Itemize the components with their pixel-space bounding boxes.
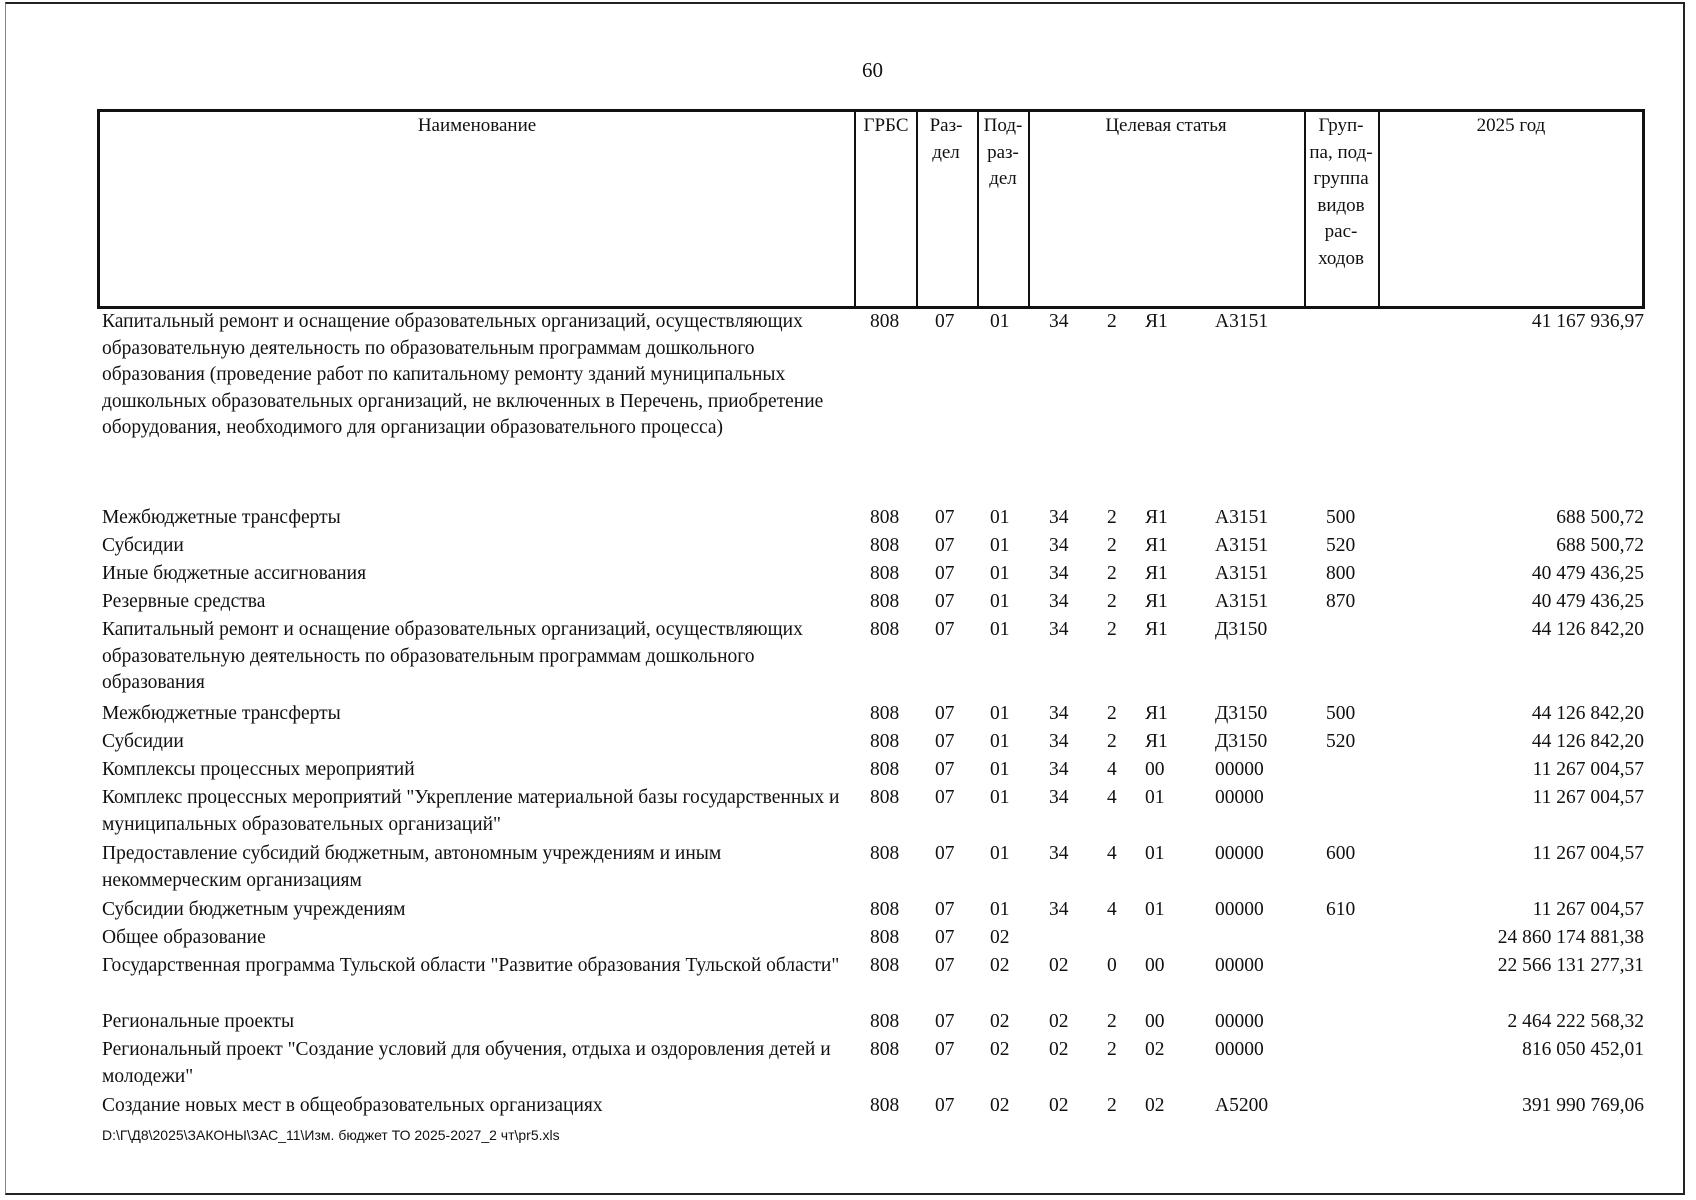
row-target-1: 02 [1049,1039,1069,1060]
row-target-2: 0 [1107,955,1117,976]
row-name: Субсидии [102,535,184,556]
row-group: 600 [1326,843,1356,864]
row-podrazdel: 02 [990,1095,1010,1116]
row-target-4: Д3150 [1215,703,1268,724]
row-target-2: 2 [1107,563,1117,584]
row-sum: 688 500,72 [1556,507,1644,528]
row-target-3: Я1 [1145,731,1168,752]
row-name: Создание новых мест в общеобразовательных организациях [102,1095,603,1116]
row-razdel: 07 [935,563,955,584]
header-divider [977,109,979,309]
row-podrazdel: 01 [990,563,1010,584]
row-sum: 22 566 131 277,31 [1497,955,1644,976]
row-target-2: 2 [1107,591,1117,612]
row-sum: 11 267 004,57 [1532,843,1644,864]
header-razdel: Раз- дел [929,115,963,163]
row-target-3: 00 [1145,1011,1165,1032]
row-razdel: 07 [935,591,955,612]
row-grbs: 808 [870,927,900,948]
row-razdel: 07 [935,1011,955,1032]
row-sum: 44 126 842,20 [1531,731,1644,752]
row-target-4: А3151 [1215,591,1269,612]
row-target-1: 02 [1049,1011,1069,1032]
row-target-1: 34 [1049,843,1069,864]
row-target-2: 2 [1107,703,1117,724]
row-target-1: 34 [1049,507,1069,528]
footer-file-path: D:\Г\Д8\2025\ЗАКОНЫ\ЗАС_11\Изм. бюджет ТО 2025-2027_2 чт\pr5.xls [102,1127,560,1143]
row-name: Региональный проект "Создание условий для обучения, отдыха и оздоровления детей и молодежи" [102,1039,831,1087]
row-target-4: А3151 [1215,311,1269,332]
row-target-2: 2 [1107,1011,1117,1032]
row-razdel: 07 [935,1039,955,1060]
row-sum: 40 479 436,25 [1531,563,1644,584]
row-target-2: 2 [1107,619,1117,640]
row-grbs: 808 [870,507,900,528]
row-group: 500 [1326,703,1356,724]
row-grbs: 808 [870,843,900,864]
header-tselevaya-statya: Целевая статья [1105,115,1227,136]
row-sum: 391 990 769,06 [1522,1095,1644,1116]
row-target-1: 34 [1049,787,1069,808]
row-target-4: А3151 [1215,507,1269,528]
row-grbs: 808 [870,955,900,976]
row-podrazdel: 01 [990,843,1010,864]
row-target-2: 4 [1107,787,1117,808]
row-target-4: 00000 [1215,787,1264,808]
row-target-1: 34 [1049,899,1069,920]
row-target-2: 2 [1107,731,1117,752]
row-podrazdel: 02 [990,1011,1010,1032]
page-number: 60 [862,58,883,82]
row-target-1: 34 [1049,535,1069,556]
row-grbs: 808 [870,1095,900,1116]
row-podrazdel: 01 [990,899,1010,920]
row-grbs: 808 [870,787,900,808]
row-razdel: 07 [935,927,955,948]
row-sum: 44 126 842,20 [1531,619,1644,640]
row-target-4: Д3150 [1215,619,1268,640]
row-razdel: 07 [935,507,955,528]
row-name: Капитальный ремонт и оснащение образовательных организаций, осуществляющих образовательную деятельность по образовательным программам дошкольного образования (проведение работ по капитальному ремонту зданий муниципальных дошкольных образовательных организаций, не включенных в Перечень, приобретение оборудования, необходимого для организации образовательного процесса) [102,311,824,438]
row-target-4: Д3150 [1215,731,1268,752]
row-target-3: 00 [1145,955,1165,976]
row-sum: 688 500,72 [1556,535,1644,556]
row-name: Межбюджетные трансферты [102,507,341,528]
row-razdel: 07 [935,731,955,752]
row-target-3: 01 [1145,899,1165,920]
row-podrazdel: 01 [990,787,1010,808]
row-razdel: 07 [935,955,955,976]
row-target-4: А3151 [1215,535,1269,556]
row-grbs: 808 [870,731,900,752]
row-target-3: 02 [1145,1039,1165,1060]
row-target-2: 2 [1107,311,1117,332]
row-target-2: 4 [1107,843,1117,864]
row-target-4: 00000 [1215,955,1264,976]
row-target-1: 34 [1049,759,1069,780]
header-name: Наименование [417,115,537,136]
row-target-2: 2 [1107,1095,1117,1116]
row-target-4: А3151 [1215,563,1269,584]
row-grbs: 808 [870,703,900,724]
row-razdel: 07 [935,1095,955,1116]
row-target-3: 00 [1145,759,1165,780]
row-target-1: 34 [1049,731,1069,752]
header-grbs: ГРБС [863,115,909,136]
row-group: 520 [1326,731,1356,752]
row-target-1: 34 [1049,619,1069,640]
row-target-3: Я1 [1145,507,1168,528]
row-sum: 11 267 004,57 [1532,759,1644,780]
row-target-2: 2 [1107,535,1117,556]
row-name: Субсидии бюджетным учреждениям [102,899,406,920]
row-grbs: 808 [870,311,900,332]
row-target-3: 01 [1145,787,1165,808]
row-group: 500 [1326,507,1356,528]
row-podrazdel: 01 [990,591,1010,612]
row-name: Капитальный ремонт и оснащение образовательных организаций, осуществляющих образовательную деятельность по образовательным программам дошкольного образования [102,619,803,693]
row-target-4: А5200 [1215,1095,1269,1116]
row-name: Межбюджетные трансферты [102,703,341,724]
row-target-2: 2 [1107,1039,1117,1060]
row-target-1: 34 [1049,591,1069,612]
row-name: Общее образование [102,927,266,948]
row-grbs: 808 [870,563,900,584]
row-razdel: 07 [935,535,955,556]
row-group: 610 [1326,899,1356,920]
row-podrazdel: 01 [990,731,1010,752]
header-gruppa-vidov-raskhodov: Груп- па, под- группа видов рас- ходов [1309,115,1373,269]
row-podrazdel: 02 [990,927,1010,948]
row-name: Иные бюджетные ассигнования [102,563,367,584]
row-grbs: 808 [870,535,900,556]
row-podrazdel: 01 [990,507,1010,528]
row-grbs: 808 [870,1011,900,1032]
row-name: Региональные проекты [102,1011,295,1032]
row-target-3: Я1 [1145,619,1168,640]
row-target-1: 34 [1049,703,1069,724]
row-name: Государственная программа Тульской области "Развитие образования Тульской области" [102,955,840,976]
row-target-4: 00000 [1215,759,1264,780]
row-grbs: 808 [870,899,900,920]
row-name: Комплексы процессных мероприятий [102,759,415,780]
row-podrazdel: 01 [990,759,1010,780]
row-podrazdel: 01 [990,311,1010,332]
row-target-1: 02 [1049,1095,1069,1116]
row-target-4: 00000 [1215,843,1264,864]
row-razdel: 07 [935,703,955,724]
row-sum: 40 479 436,25 [1531,591,1644,612]
row-target-3: 02 [1145,1095,1165,1116]
row-razdel: 07 [935,843,955,864]
row-target-4: 00000 [1215,1011,1264,1032]
row-razdel: 07 [935,311,955,332]
row-target-4: 00000 [1215,899,1264,920]
row-sum: 2 464 222 568,32 [1507,1011,1644,1032]
row-podrazdel: 02 [990,1039,1010,1060]
header-year: 2025 год [1476,115,1546,136]
row-target-3: Я1 [1145,563,1168,584]
row-grbs: 808 [870,759,900,780]
row-grbs: 808 [870,619,900,640]
row-sum: 44 126 842,20 [1531,703,1644,724]
row-group: 800 [1326,563,1356,584]
row-target-3: 01 [1145,843,1165,864]
header-podrazdel: Под- раз- дел [983,115,1023,189]
row-group: 520 [1326,535,1356,556]
row-razdel: 07 [935,787,955,808]
row-name: Комплекс процессных мероприятий "Укрепление материальной базы государственных и муниципальных образовательных организаций" [102,787,840,835]
row-target-3: Я1 [1145,591,1168,612]
row-name: Резервные средства [102,591,266,612]
row-grbs: 808 [870,591,900,612]
row-podrazdel: 01 [990,535,1010,556]
row-sum: 816 050 452,01 [1522,1039,1644,1060]
row-target-2: 2 [1107,507,1117,528]
row-target-2: 4 [1107,899,1117,920]
row-target-2: 4 [1107,759,1117,780]
row-sum: 11 267 004,57 [1532,899,1644,920]
row-target-1: 34 [1049,563,1069,584]
row-podrazdel: 02 [990,955,1010,976]
row-sum: 41 167 936,97 [1531,311,1644,332]
row-target-3: Я1 [1145,535,1168,556]
row-sum: 24 860 174 881,38 [1497,927,1644,948]
row-grbs: 808 [870,1039,900,1060]
row-target-3: Я1 [1145,311,1168,332]
row-target-3: Я1 [1145,703,1168,724]
row-razdel: 07 [935,899,955,920]
row-razdel: 07 [935,759,955,780]
row-target-1: 02 [1049,955,1069,976]
row-name: Субсидии [102,731,184,752]
row-razdel: 07 [935,619,955,640]
row-podrazdel: 01 [990,619,1010,640]
row-podrazdel: 01 [990,703,1010,724]
row-group: 870 [1326,591,1356,612]
row-name: Предоставление субсидий бюджетным, автономным учреждениям и иным некоммерческим организациям [102,843,722,891]
row-target-4: 00000 [1215,1039,1264,1060]
row-sum: 11 267 004,57 [1532,787,1644,808]
row-target-1: 34 [1049,311,1069,332]
